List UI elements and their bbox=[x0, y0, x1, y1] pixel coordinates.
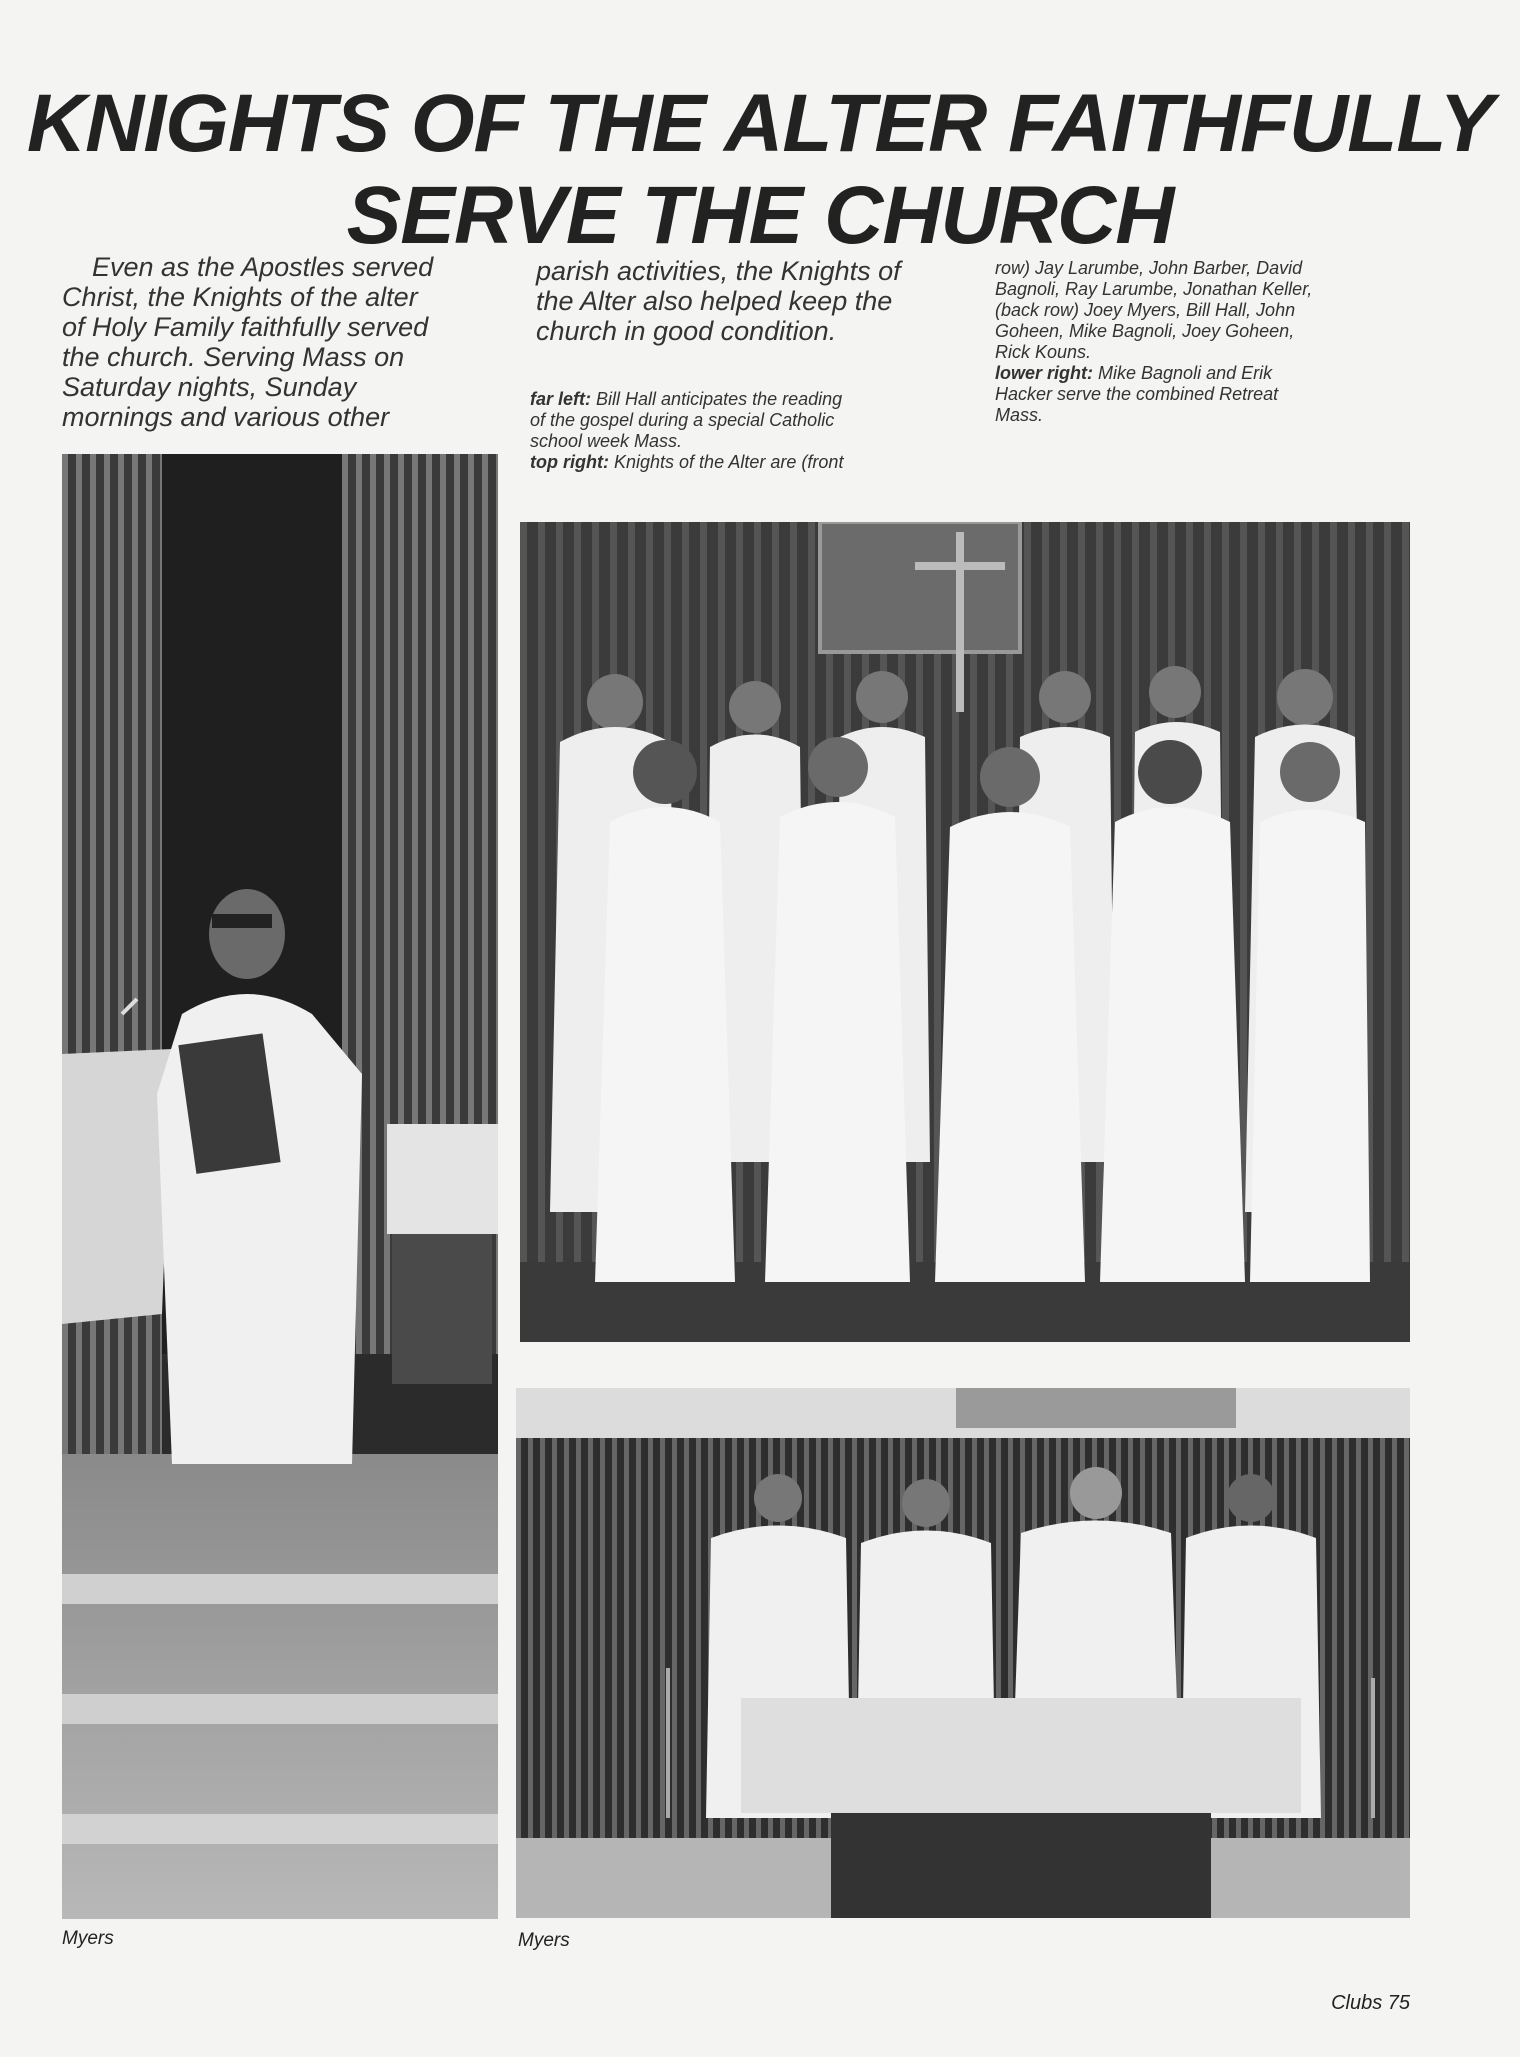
photo-illustration bbox=[520, 522, 1410, 1342]
caption-text: Bagnoli, Ray Larumbe, Jonathan Keller, bbox=[995, 279, 1313, 299]
body-line: parish activities, the Knights of bbox=[536, 256, 901, 286]
caption-text: Knights of the Alter are (front bbox=[614, 452, 844, 472]
photo-credit-lower: Myers bbox=[518, 1930, 570, 1951]
title-line-2: SERVE THE CHURCH bbox=[346, 170, 1174, 261]
photo-knights-group bbox=[520, 522, 1410, 1342]
body-line: the Alter also helped keep the bbox=[536, 286, 893, 316]
caption-top-right bbox=[530, 452, 970, 473]
caption-label: lower right: bbox=[995, 363, 1093, 383]
caption-far-left bbox=[530, 389, 970, 410]
caption-text: Hacker serve the combined Retreat bbox=[995, 384, 1279, 404]
photo-retreat-mass bbox=[516, 1388, 1410, 1918]
caption-column-middle bbox=[530, 389, 970, 473]
body-line: Even as the Apostles served bbox=[92, 252, 434, 282]
caption-text: of the gospel during a special Catholic bbox=[530, 410, 835, 430]
caption-text: Goheen, Mike Bagnoli, Joey Goheen, bbox=[995, 321, 1295, 341]
body-line: church in good condition. bbox=[536, 316, 837, 346]
photo-illustration bbox=[516, 1388, 1410, 1918]
caption-column-right bbox=[995, 258, 1435, 426]
caption-label: top right: bbox=[530, 452, 609, 472]
caption-text: school week Mass. bbox=[530, 431, 683, 451]
caption-text: Mike Bagnoli and Erik bbox=[1098, 363, 1273, 383]
body-line: the church. Serving Mass on bbox=[62, 342, 405, 372]
page-title bbox=[0, 78, 1520, 262]
photo-altar-server-reading bbox=[62, 454, 498, 1919]
caption-text: row) Jay Larumbe, John Barber, David bbox=[995, 258, 1303, 278]
body-text-column-2 bbox=[536, 256, 966, 346]
title-line-1: KNIGHTS OF THE ALTER FAITHFULLY bbox=[26, 78, 1494, 169]
photo-credit-left: Myers bbox=[62, 1928, 114, 1949]
body-line: Saturday nights, Sunday bbox=[62, 372, 357, 402]
caption-text: Bill Hall anticipates the reading bbox=[596, 389, 843, 409]
caption-text: Rick Kouns. bbox=[995, 342, 1092, 362]
caption-text: Mass. bbox=[995, 405, 1044, 425]
body-text-column-1 bbox=[62, 252, 482, 432]
body-line: of Holy Family faithfully served bbox=[62, 312, 429, 342]
photo-illustration bbox=[62, 454, 498, 1919]
body-line: Christ, the Knights of the alter bbox=[62, 282, 418, 312]
page-folio: Clubs 75 bbox=[1331, 1992, 1410, 2014]
caption-label: far left: bbox=[530, 389, 592, 409]
caption-lower-right bbox=[995, 363, 1435, 384]
body-line: mornings and various other bbox=[62, 402, 390, 432]
caption-text: (back row) Joey Myers, Bill Hall, John bbox=[995, 300, 1296, 320]
